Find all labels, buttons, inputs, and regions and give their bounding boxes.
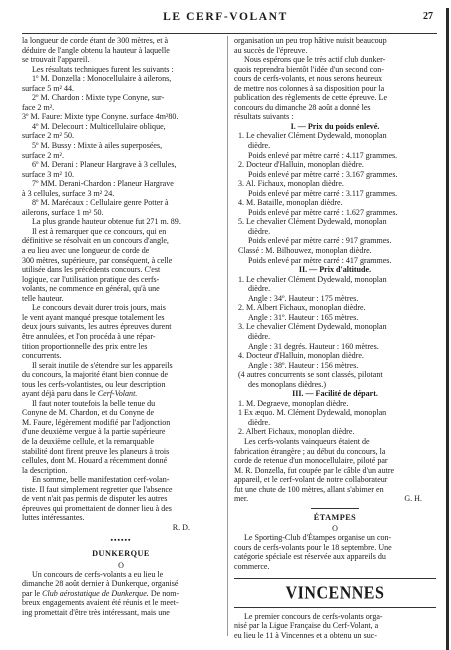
result-line: 7º MM. Derani-Chardon : Planeur Hargrave: [32, 179, 174, 189]
text-line: 300 mètres, supérieure, par conséquent, à celle: [22, 255, 173, 265]
result-line: 2º M. Chardon : Mixte type Conyne, sur-: [32, 93, 165, 103]
text-line: publication des règlements de cette épreuve. Le: [234, 93, 388, 103]
text-line: Il serait inutile de s'étendre sur les appareils: [32, 360, 173, 370]
result-line: 2. Albert Fichaux, monoplan dièdre.: [238, 427, 355, 437]
text-line: le vent ayant manqué presque totalement les: [22, 312, 165, 322]
section-rule: [311, 508, 359, 509]
text-line: a eu lieu avec une longueur de corde de: [22, 246, 150, 256]
result-line: à 3 cellules, surface 3 m² 24.: [22, 188, 115, 198]
text-line: breux engagements avaient été réunis et le meet-: [22, 598, 179, 608]
text-line: cours de cerfs-volants, et nous serons heureux: [234, 74, 383, 84]
italic-club-name: Club aérostatique de Dunkerque.: [42, 588, 149, 598]
text-line: corde de retenue d'un monocellulaire, piloté par: [234, 456, 388, 466]
text-line: tous les cerfs-volantistes, ou leur description: [22, 379, 166, 389]
text-line: organisation un peu trop hâtive nuisit beaucoup: [234, 36, 387, 45]
text-line: appareil, et le cerf-volant de notre collaborateur: [234, 475, 388, 485]
text-line: résultats suivants :: [234, 112, 294, 122]
result-line: surface 5 m² 44.: [22, 83, 75, 93]
circle-ornament: O: [332, 524, 338, 534]
text-line: telle hauteur.: [22, 293, 64, 303]
text-line: la description.: [22, 465, 68, 475]
text-line: du concours, la majorité étant bien connue de: [22, 370, 169, 380]
result-line: 4. M. Bataille, monoplan dièdre.: [238, 198, 343, 208]
text-line: Conyne de M. Chardon, et du Conyne de: [22, 408, 155, 418]
text-line: Nous espérons que le très actif club dunker-: [244, 55, 386, 65]
result-line: 5º M. Bussy : Mixte à ailes superposées,: [32, 141, 163, 151]
result-line: surface 3 m² 10.: [22, 169, 75, 179]
result-line: 1º M. Donzella : Monocellulaire à ailerons,: [32, 74, 172, 84]
signature: R. D.: [172, 522, 190, 532]
result-line: 4º M. Delecourt : Multicellulaire oblique,: [32, 121, 166, 131]
section-title-dunkerque: DUNKERQUE: [92, 548, 150, 558]
text-line: Le premier concours de cerfs-volants orga-: [244, 611, 383, 621]
result-line: Poids enlevé par mètre carré : 3.117 grammes.: [248, 188, 398, 198]
section-title-etampes: ÉTAMPES: [313, 512, 357, 522]
italic-title: Cerf-Volant.: [97, 389, 138, 399]
section-rule: [234, 578, 436, 579]
text-line: de mettre nos colonnes à sa disposition pour la: [234, 83, 385, 93]
text-line: d'une deuxième vergue à la partie supérieure: [22, 427, 166, 437]
text-line: Il faut noter toutefois la belle tenue du: [32, 398, 156, 408]
section-ornament: ▪▪▪▪▪▪: [110, 536, 132, 545]
circle-ornament: O: [118, 560, 124, 570]
section-title-vincennes: VINCENNES: [285, 583, 385, 603]
text-line: concours du dimanche 28 août a donné les: [234, 102, 371, 112]
page-number: 27: [423, 11, 433, 22]
text-line: Les résultats techniques furent les suivants :: [32, 64, 174, 74]
result-line: surface 2 m².: [22, 150, 64, 160]
result-line: des monoplans dièdres.): [248, 379, 326, 389]
text-line: nisé par la Ligue Française du Cerf-Volant, a: [234, 621, 379, 631]
text-line: La plus grande hauteur obtenue fut 271 m. 89.: [32, 217, 181, 227]
result-line: 3º M. Faure: Mixte type Conyne. surface 4m²80.: [22, 112, 179, 122]
text-line: stabilité dont firent preuve les planeurs à trois: [22, 446, 170, 456]
text-line: M. Faure, légèrement modifié par l'adjonction: [22, 417, 171, 427]
signature: G. H.: [404, 494, 422, 504]
text-line: la longueur de corde étant de 300 mètres, et à: [22, 36, 169, 45]
result-line: 1. Le chevalier Clément Dydewald, monoplan: [238, 131, 387, 141]
result-line: ailerons, surface 1 m² 50.: [22, 207, 104, 217]
result-line: Classé : M. Bilhouwez, monoplan dièdre.: [238, 246, 372, 256]
result-line: 1. M. Degraeve, monoplan dièdre.: [238, 398, 349, 408]
text-line: [22, 589, 220, 599]
text-line: quois reprendra bientôt l'idée d'un second con-: [234, 64, 384, 74]
text-line: commerce.: [234, 561, 270, 571]
result-line: 8º M. Marécaux : Cellulaire genre Potter à: [32, 198, 169, 208]
result-line: Angle : 34º. Hauteur : 175 mètres.: [248, 293, 359, 303]
result-line: Poids enlevé par mètre carré : 4.117 grammes.: [248, 150, 398, 160]
result-line: 2. Docteur d'Halluin, monoplan dièdre.: [238, 160, 364, 170]
result-line: (4 autres concurrents se sont classés, pilotant: [238, 370, 383, 380]
text-line: volants, ne commence en général, qu'à une: [22, 284, 160, 294]
text-line: fabrication étrangère ; au début du concours, la: [234, 446, 386, 456]
right-column: [234, 36, 436, 640]
result-line: Poids enlevé par mètre carré : 417 grammes.: [248, 255, 392, 265]
text-span: ayant déjà paru dans le: [22, 389, 96, 399]
result-line: Angle : 31º. Hauteur : 165 mètres.: [248, 312, 359, 322]
result-line: dièdre.: [248, 331, 271, 341]
text-span: mer.: [234, 494, 249, 504]
result-line: 1. Le chevalier Clément Dydewald, monoplan: [238, 274, 387, 284]
result-line: 5. Le chevalier Clément Dydewald, monoplan: [238, 217, 387, 227]
text-line: épreuves qui promettaient de donner lieu à des: [22, 503, 172, 513]
text-line: En somme, belle manifestation cerf-volan-: [32, 475, 170, 485]
result-line: 1 Ex æquo. M. Clément Dydewald, monoplan: [238, 408, 387, 418]
result-line: surface 2 m² 50.: [22, 131, 75, 141]
text-line: M. R. Donzella, fut coupée par le câble d'un autre: [234, 465, 395, 475]
section-rule: [234, 607, 436, 608]
result-line: dièdre.: [248, 417, 271, 427]
journal-title: LE CERF-VOLANT: [163, 11, 288, 23]
text-line: au succès de l'épreuve.: [234, 45, 308, 55]
result-line: 4. Docteur d'Halluin, monoplan dièdre.: [238, 351, 364, 361]
text-line: luttes intéressantes.: [22, 513, 85, 523]
text-line: Il est à remarquer que ce concours, qui en: [32, 226, 167, 236]
text-line: fut une chute de 100 mètres, allant s'abimer en: [234, 484, 384, 494]
section-title-poids: I. — Prix du poids enlevé.: [290, 121, 380, 131]
text-line: de vent n'ait pas permis de disputer les autres: [22, 494, 168, 504]
text-line: être annulées, et l'on procéda à une répar-: [22, 331, 156, 341]
result-line: Poids enlevé par mètre carré : 917 grammes.: [248, 236, 392, 246]
header-rule: [22, 33, 437, 34]
text-span: par le: [22, 588, 41, 598]
result-line: dièdre.: [248, 141, 271, 151]
result-line: Poids enlevé par mètre carré : 1.627 grammes.: [248, 207, 398, 217]
text-line: deux jours suivants, les autres épreuves durent: [22, 322, 172, 332]
result-line: 6º M. Derani : Planeur Hargrave à 3 cellules,: [32, 160, 177, 170]
text-line: ing promettait d'être très intéressant, mais une: [22, 607, 170, 617]
text-line: cellules, dont M. Houard a récemment donné: [22, 456, 168, 466]
column-divider: [227, 36, 228, 636]
result-line: Angle : 31 degrés. Hauteur : 160 mètres.: [248, 341, 379, 351]
text-line: définitive se résolvait en un concours d'angle,: [22, 236, 169, 246]
text-line: tiste. Il faut simplement regretter que l'absence: [22, 484, 173, 494]
left-column: [22, 36, 220, 617]
result-line: 2. M. Albert Fichaux, monoplan dièdre.: [238, 303, 366, 313]
text-line: tition proportionnelle des prix entre les: [22, 341, 148, 351]
text-line: Le Sporting-Club d'Étampes organise un con-: [244, 533, 392, 543]
page-header: [0, 11, 451, 27]
text-line: Le concours devait durer trois jours, mais: [32, 303, 166, 313]
section-title-depart: III. — Facilité de départ.: [292, 389, 378, 399]
text-line: déduire de l'angle obtenu la hauteur à laquelle: [22, 45, 170, 55]
text-line: eu lieu le 11 à Vincennes et a obtenu un suc-: [234, 630, 377, 640]
text-line: cours de cerfs-volants pour le 18 septembre. Une: [234, 542, 392, 552]
text-line: logique, car l'utilisation pratique des cerfs-: [22, 274, 160, 284]
text-line: Un concours de cerfs-volants a eu lieu le: [32, 569, 164, 579]
text-line: de la deuxième cellule, et la remarquable: [22, 436, 155, 446]
text-span: De nom-: [150, 588, 180, 598]
text-line: Les cerfs-volants vainqueurs étaient de: [244, 436, 370, 446]
result-line: Poids enlevé par mètre carré : 3.167 grammes.: [248, 169, 398, 179]
text-line: catégorie spéciale est réservée aux appareils du: [234, 552, 386, 562]
text-line: [22, 389, 220, 399]
text-line: [234, 494, 436, 504]
result-line: face 2 m².: [22, 102, 55, 112]
result-line: dièdre.: [248, 284, 271, 294]
text-line: concurrents.: [22, 351, 62, 361]
text-line: se trouvait l'appareil.: [22, 55, 90, 65]
text-line: dimanche 28 août dernier à Dunkerque, organisé: [22, 579, 179, 589]
result-line: 3. Al. Fichaux, monoplan dièdre.: [238, 179, 344, 189]
result-line: Angle : 38º. Hauteur : 156 mètres.: [248, 360, 359, 370]
text-line: utilisée dans les précédents concours. C'est: [22, 265, 161, 275]
section-title-altitude: II. — Prix d'altitude.: [298, 265, 372, 275]
result-line: 3. Le chevalier Clément Dydewald, monoplan: [238, 322, 387, 332]
page-edge-bar: [446, 8, 449, 650]
result-line: dièdre.: [248, 226, 271, 236]
